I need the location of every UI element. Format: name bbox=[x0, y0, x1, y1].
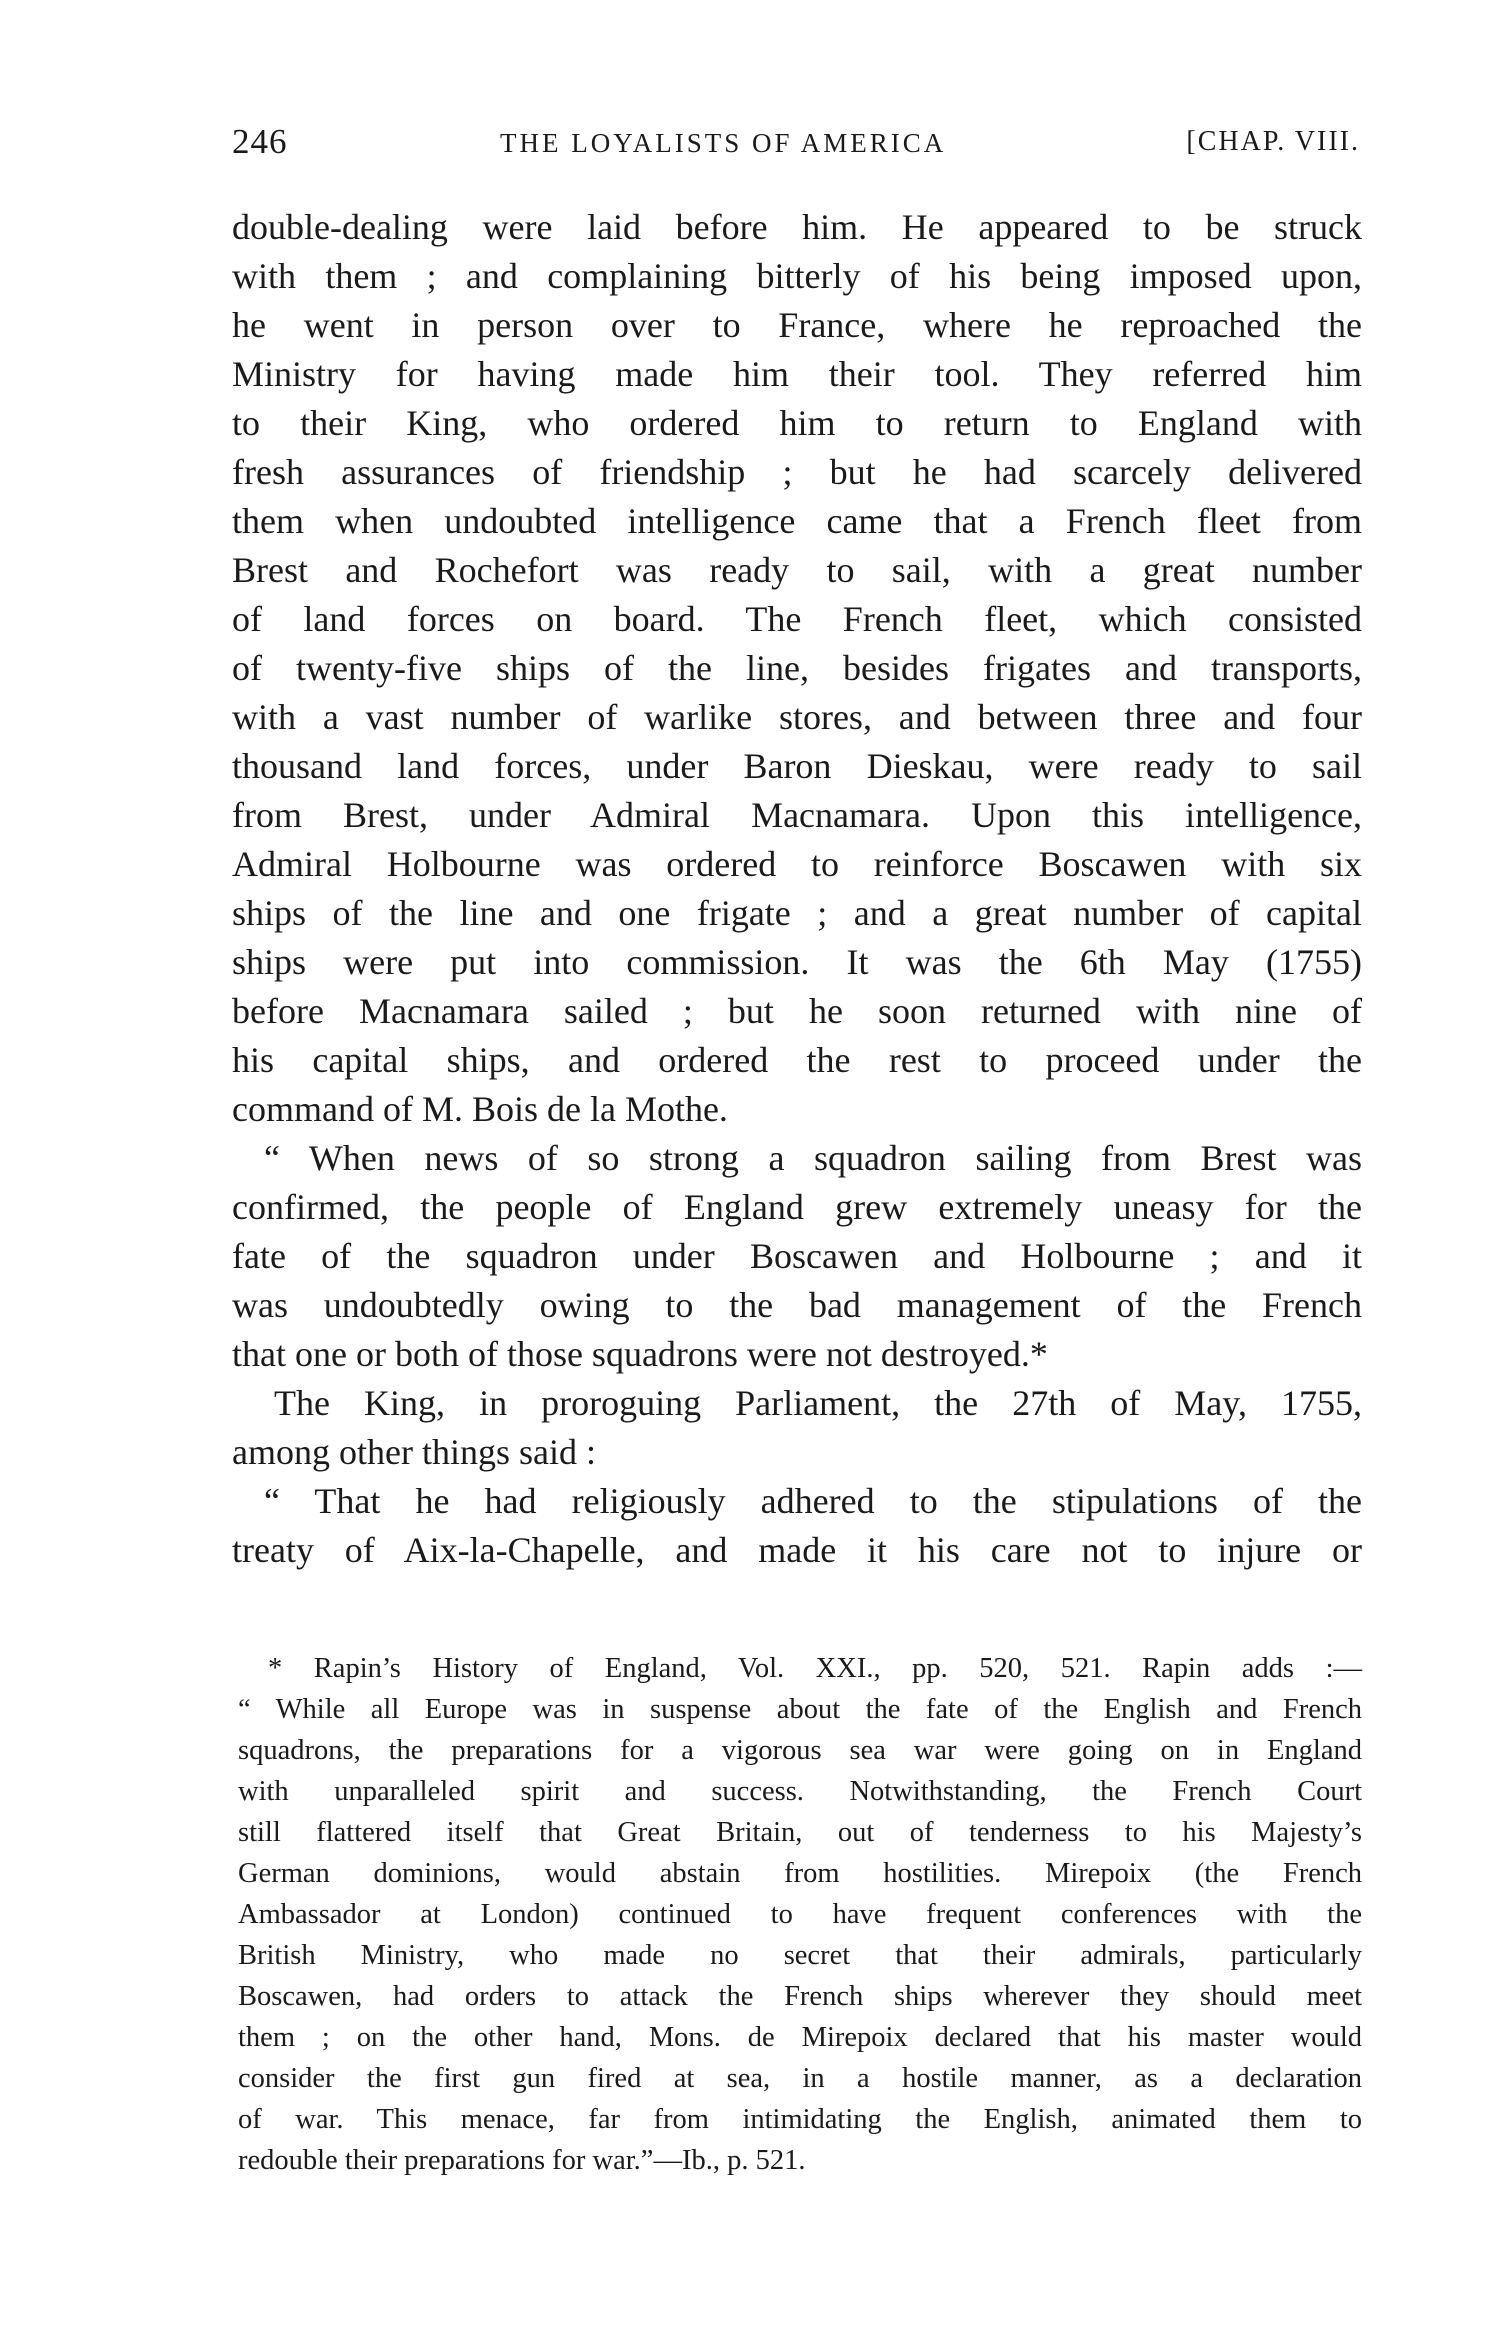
footnote-line: with unparalleled spirit and success. Notwithstanding, the French Court bbox=[238, 1776, 1362, 1807]
footnote-line: redouble their preparations for war.”—Ib., p. 521. bbox=[238, 2145, 806, 2176]
text-line: from Brest, under Admiral Macnamara. Upon this intelligence, bbox=[232, 795, 1362, 835]
page-number: 246 bbox=[232, 122, 288, 161]
chapter-label: [CHAP. VIII. bbox=[1186, 126, 1360, 157]
text-line: of land forces on board. The French fleet, which consisted bbox=[232, 599, 1362, 639]
footnote-line: * Rapin’s History of England, Vol. XXI., pp. 520, 521. Rapin adds :— bbox=[268, 1653, 1362, 1684]
footnote-line: Boscawen, had orders to attack the French ships wherever they should meet bbox=[238, 1981, 1362, 2012]
text-line: ships of the line and one frigate ; and a great number of capital bbox=[232, 893, 1362, 933]
text-line: treaty of Aix-la-Chapelle, and made it his care not to injure or bbox=[232, 1530, 1362, 1570]
text-line: he went in person over to France, where he reproached the bbox=[232, 305, 1362, 345]
footnote-line: consider the first gun fired at sea, in a hostile manner, as a declaration bbox=[238, 2063, 1362, 2094]
text-line: that one or both of those squadrons were not destroyed.* bbox=[232, 1334, 1048, 1374]
text-line: fresh assurances of friendship ; but he had scarcely delivered bbox=[232, 452, 1362, 492]
text-line: of twenty-five ships of the line, besides frigates and transports, bbox=[232, 648, 1362, 688]
text-line: Admiral Holbourne was ordered to reinforce Boscawen with six bbox=[232, 844, 1362, 884]
running-title: THE LOYALISTS OF AMERICA bbox=[500, 128, 947, 158]
footnote-line: British Ministry, who made no secret that their admirals, particularly bbox=[238, 1940, 1362, 1971]
footnote-line: “ While all Europe was in suspense about the fate of the English and French bbox=[238, 1694, 1362, 1725]
footnote-line: them ; on the other hand, Mons. de Mirepoix declared that his master would bbox=[238, 2022, 1362, 2053]
page-header bbox=[232, 122, 1360, 166]
text-line: was undoubtedly owing to the bad management of the French bbox=[232, 1285, 1362, 1325]
text-line: ships were put into commission. It was the 6th May (1755) bbox=[232, 942, 1362, 982]
footnote-line: German dominions, would abstain from hostilities. Mirepoix (the French bbox=[238, 1858, 1362, 1889]
text-line: command of M. Bois de la Mothe. bbox=[232, 1089, 728, 1129]
text-line: to their King, who ordered him to return to England with bbox=[232, 403, 1362, 443]
text-line: with a vast number of warlike stores, and between three and four bbox=[232, 697, 1362, 737]
text-line: Brest and Rochefort was ready to sail, with a great number bbox=[232, 550, 1362, 590]
text-line: The King, in proroguing Parliament, the 27th of May, 1755, bbox=[274, 1383, 1362, 1423]
text-line: fate of the squadron under Boscawen and Holbourne ; and it bbox=[232, 1236, 1362, 1276]
text-line: them when undoubted intelligence came that a French fleet from bbox=[232, 501, 1362, 541]
text-line: “ When news of so strong a squadron sailing from Brest was bbox=[264, 1138, 1362, 1178]
text-line: before Macnamara sailed ; but he soon returned with nine of bbox=[232, 991, 1362, 1031]
text-line: among other things said : bbox=[232, 1432, 596, 1472]
footnote-line: Ambassador at London) continued to have frequent conferences with the bbox=[238, 1899, 1362, 1930]
text-line: his capital ships, and ordered the rest to proceed under the bbox=[232, 1040, 1362, 1080]
text-line: confirmed, the people of England grew extremely uneasy for the bbox=[232, 1187, 1362, 1227]
text-line: with them ; and complaining bitterly of his being imposed upon, bbox=[232, 256, 1362, 296]
main-text bbox=[232, 203, 1362, 1575]
footnote bbox=[238, 1648, 1362, 2181]
text-line: thousand land forces, under Baron Dieskau, were ready to sail bbox=[232, 746, 1362, 786]
footnote-line: of war. This menace, far from intimidating the English, animated them to bbox=[238, 2104, 1362, 2135]
footnote-line: squadrons, the preparations for a vigorous sea war were going on in England bbox=[238, 1735, 1362, 1766]
footnote-line: still flattered itself that Great Britain, out of tenderness to his Majesty’s bbox=[238, 1817, 1362, 1848]
text-line: Ministry for having made him their tool. They referred him bbox=[232, 354, 1362, 394]
text-line: “ That he had religiously adhered to the stipulations of the bbox=[264, 1481, 1362, 1521]
text-line: double-dealing were laid before him. He appeared to be struck bbox=[232, 207, 1362, 247]
